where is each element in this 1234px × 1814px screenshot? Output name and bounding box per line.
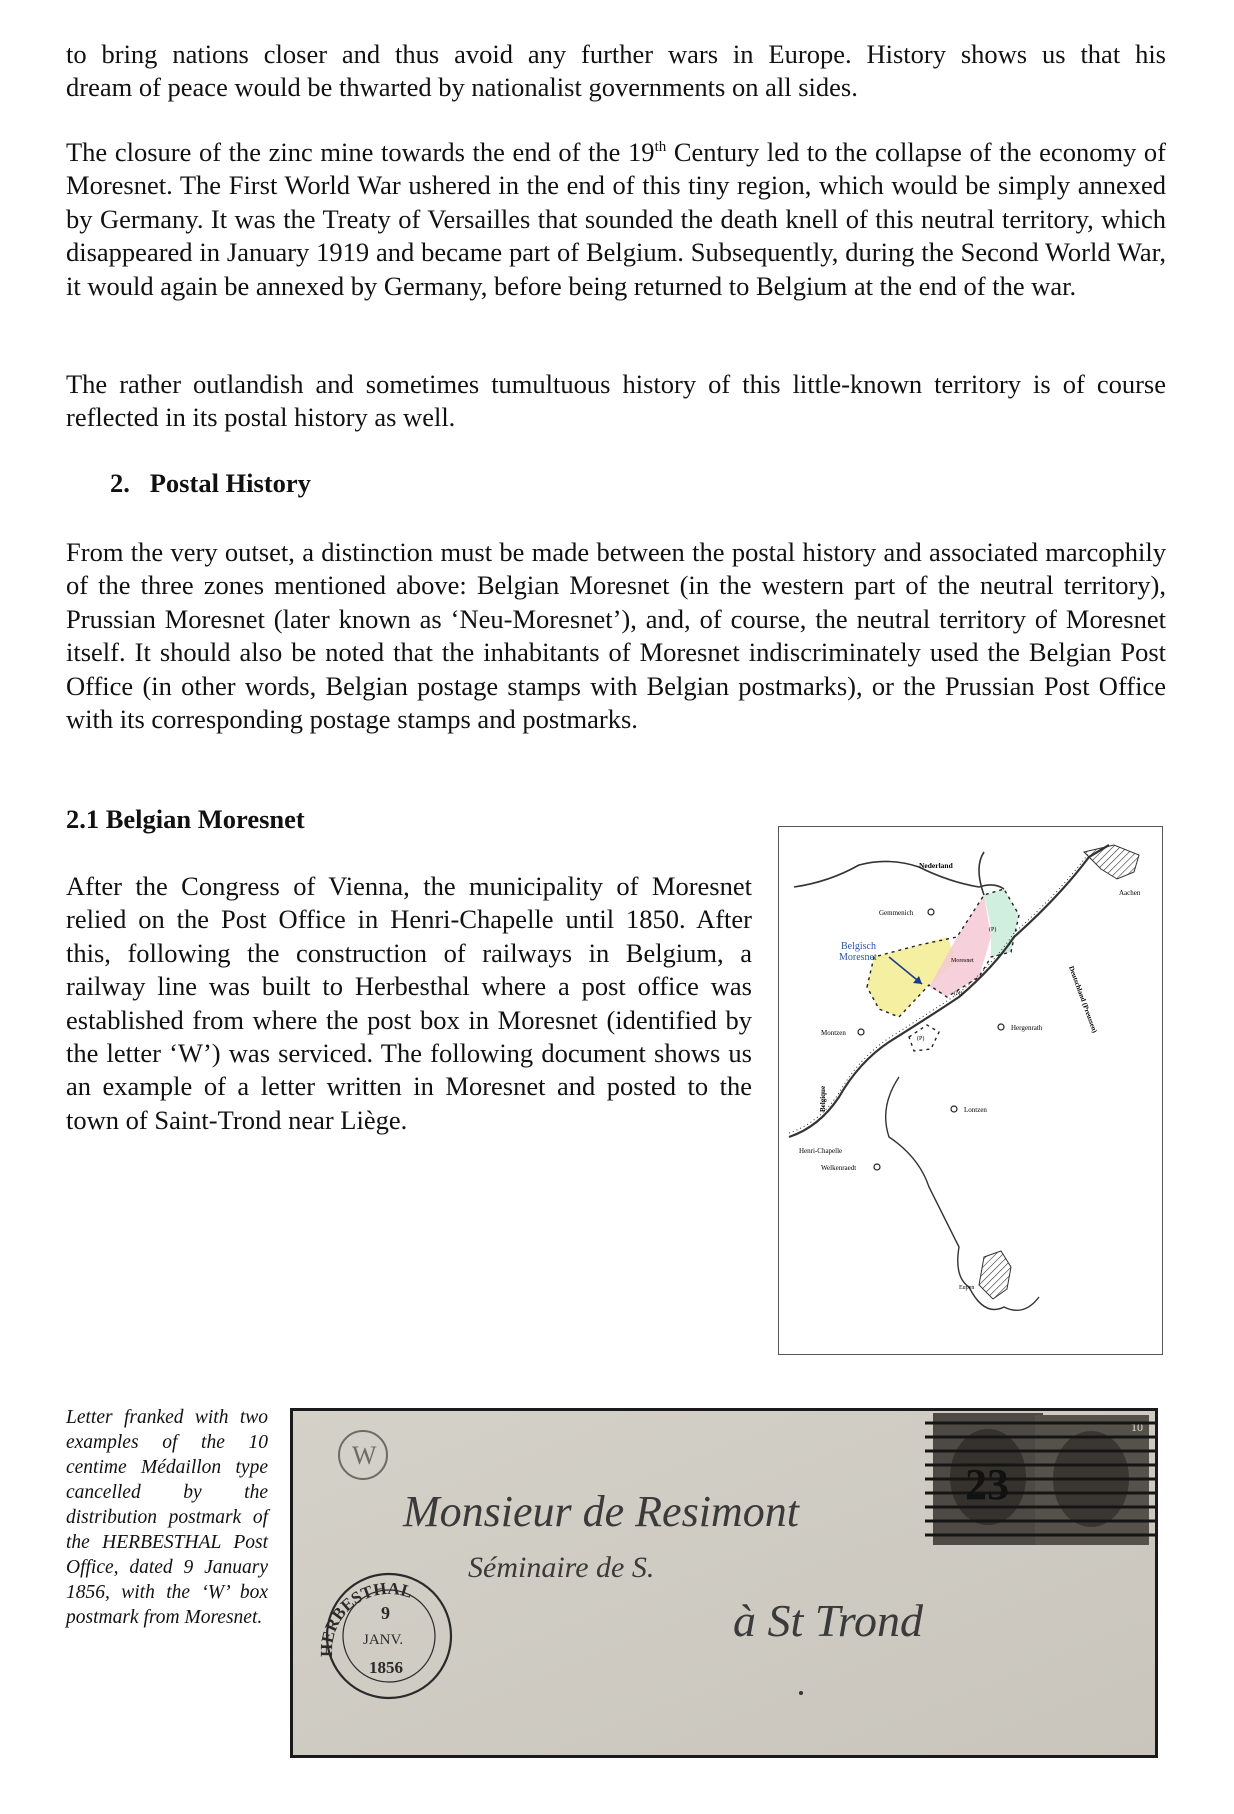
map-label-eupen: Eupen (959, 1285, 975, 1291)
ordinal-suffix: th (654, 139, 667, 155)
map-label-nederland: Nederland (919, 861, 953, 870)
address-line-1: Monsieur de Resimont (403, 1487, 799, 1536)
zinc-mine-paragraph (66, 136, 1166, 303)
ink-dot (799, 1691, 803, 1695)
address-line-2: Séminaire de S. (468, 1551, 655, 1584)
section-heading-postal-history: 2. Postal History (110, 468, 311, 498)
moresnet-map (778, 826, 1163, 1355)
welkenraedt-marker (874, 1164, 880, 1170)
stamp-cancel-number: 23 (965, 1460, 1009, 1509)
map-label-gemmenich: Gemmenich (879, 909, 914, 917)
three-zones-paragraph: From the very outset, a distinction must be made between the postal history and associated marcophily of the three zones mentioned above: Belgian Moresnet (in the western part of the neutral territory), Prussian Moresnet (later known as ‘Neu-Moresnet’), and, of course, the neutral territory of Moresnet itself. It should also be noted that the inhabitants of Moresnet indiscriminately used the Belgian Post Office (in other words, Belgian postage stamps with Belgian postmarks), or the Prussian Post Office with its corresponding postage stamps and postmarks. (66, 537, 1166, 735)
aachen-area (1084, 845, 1139, 879)
map-label-welkenraedt: Welkenraedt (821, 1164, 857, 1172)
intro-line-2: dream of peace would be thwarted by nationalist governments on all sides. (66, 72, 858, 103)
postmark-month: JANV. (363, 1632, 404, 1648)
map-label-aachen: Aachen (1119, 889, 1141, 897)
map-label-belgisch: Belgisch (841, 941, 876, 952)
eupen-area (979, 1251, 1011, 1299)
intro-paragraph (66, 38, 1166, 105)
lontzen-marker (951, 1106, 957, 1112)
postmark-year: 1856 (369, 1658, 403, 1677)
letter-cover-drawing (293, 1411, 1155, 1755)
montzen-marker (858, 1029, 864, 1035)
postmark-day: 9 (381, 1603, 390, 1623)
map-label-lontzen: Lontzen (964, 1106, 987, 1114)
border-east (979, 852, 984, 895)
address-line-3: à St Trond (733, 1595, 924, 1646)
map-label-p-upper: (P) (989, 927, 997, 933)
map-label-moresnet: Moresnet (951, 958, 974, 964)
zinc-mine-text-start: The closure of the zinc mine towards the end of the 19 (66, 137, 655, 167)
map-label-hergenrath: Hergenrath (1011, 1024, 1043, 1032)
belgian-moresnet-paragraph: After the Congress of Vienna, the municipality of Moresnet relied on the Post Office in Henri-Chapelle until 1850. After this, following the construction of railways in Belgium, a railway line was built to Herbesthal where a post office was established from where the post box in Moresnet (identified by the letter ‘W’) was serviced. The following document shows us an example of a letter written in Moresnet and posted to the town of Saint-Trond near Liège. (66, 871, 752, 1135)
stamp-value: 10 (1131, 1420, 1143, 1434)
map-label-n: (N) (954, 991, 963, 997)
map-label-moresnet-be: Moresnet (839, 952, 877, 963)
map-label-p-lower: (P) (917, 1036, 925, 1042)
zinc-mine-text-rest: Century led to the collapse of the economy of Moresnet. The First World War ushered in the end of this tiny region, which would be simply annexed by Germany. It was the Treaty of Versailles that sounded the death knell of this neutral territory, which disappeared in January 1919 and became part of Belgium. Subsequently, during the Second World War, it would again be annexed by Germany, before being returned to Belgium at the end of the war. (66, 137, 1166, 301)
border-belgium-south (886, 1077, 1039, 1310)
gemmenich-marker (928, 909, 934, 915)
prussian-moresnet-zone (984, 889, 1019, 957)
section-heading-belgian-moresnet: 2.1 Belgian Moresnet (66, 804, 305, 834)
postmark-town: HERBESTHAL (317, 1578, 415, 1658)
hergenrath-marker (998, 1024, 1004, 1030)
w-box-letter: W (352, 1441, 377, 1470)
intro-line-1: to bring nations closer and thus avoid any further wars in Europe. History shows us that his (66, 39, 1166, 69)
cover-caption: Letter franked with two examples of the 10 centime Médaillon type cancelled by the distribution postmark of the HERBESTHAL Post Office, dated 9 January 1856, with the ‘W’ box postmark from Moresnet. (66, 1407, 268, 1628)
border-netherlands (794, 861, 1004, 889)
map-label-henri-chapelle: Henri-Chapelle (799, 1147, 843, 1155)
map-label-deutschland: Deutschland (Preussen) (1067, 964, 1099, 1034)
railway-ticks (789, 853, 1089, 1133)
letter-cover-photo (290, 1408, 1158, 1758)
postal-history-intro-paragraph: The rather outlandish and sometimes tumultuous history of this little-known territory is of course reflected in its postal history as well. (66, 369, 1166, 433)
map-label-belgique: Belgique (819, 1085, 827, 1112)
map-drawing (779, 827, 1162, 1354)
map-label-montzen: Montzen (821, 1029, 846, 1037)
